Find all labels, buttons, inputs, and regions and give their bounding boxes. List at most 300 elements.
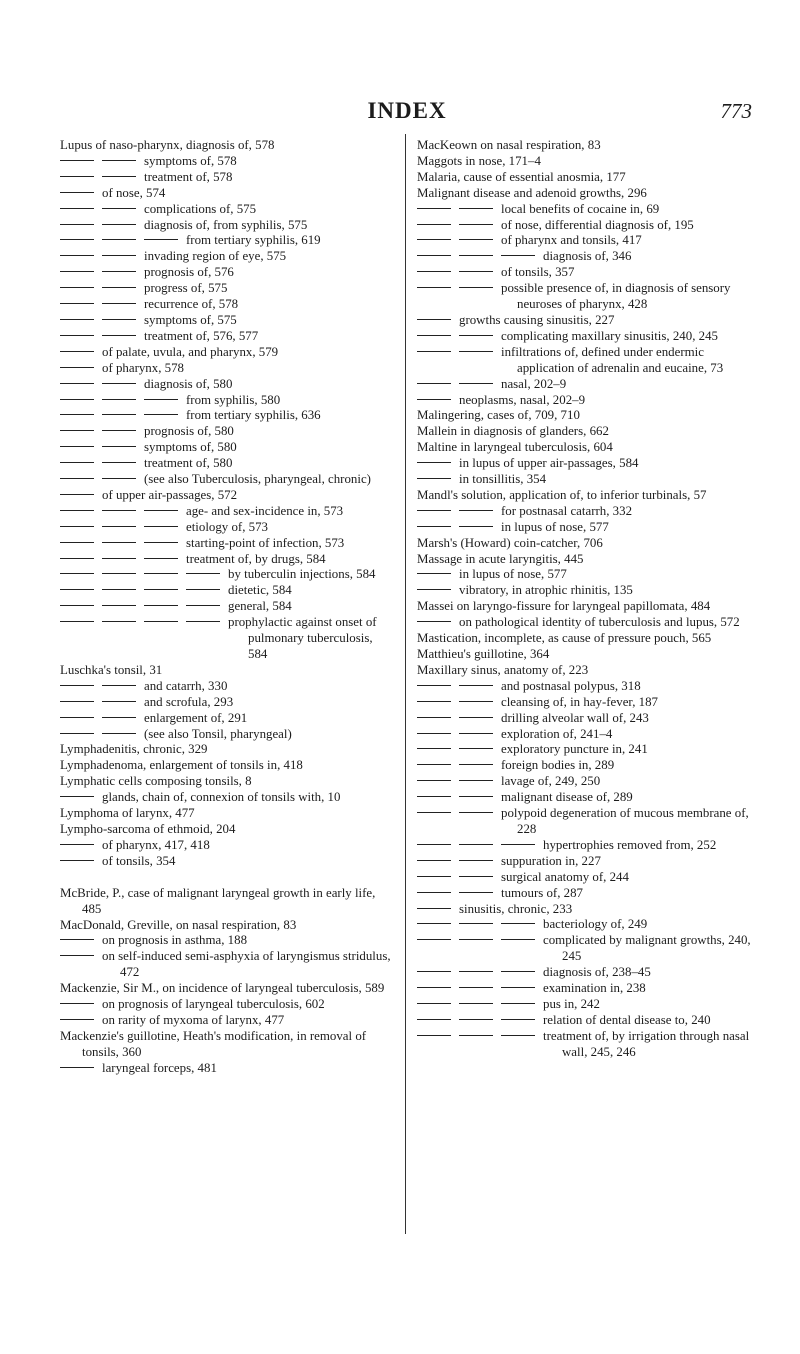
ditto-dash [60, 271, 94, 272]
index-entry [60, 186, 395, 202]
index-entry-text: diagnosis of, from syphilis, 575 [144, 217, 308, 232]
ditto-dash [102, 176, 136, 177]
ditto-dash [60, 446, 94, 447]
index-entry [60, 727, 395, 743]
index-entry [60, 1061, 395, 1077]
index-entry [417, 870, 752, 886]
index-entry-text: prophylactic against onset of pulmonary tuberculosis, 584 [228, 615, 377, 661]
index-entry [417, 552, 752, 568]
index-entry-text: Maltine in laryngeal tuberculosis, 604 [417, 440, 613, 455]
ditto-dash [144, 510, 178, 511]
ditto-dash [417, 733, 451, 734]
index-entry [417, 345, 752, 377]
index-entry [417, 647, 752, 663]
index-entry-text: symptoms of, 575 [144, 312, 237, 327]
index-entry [417, 202, 752, 218]
index-entry [60, 918, 395, 934]
index-entry [60, 265, 395, 281]
ditto-dash [417, 908, 451, 909]
index-entry [60, 711, 395, 727]
index-entry [417, 408, 752, 424]
index-entry [60, 949, 395, 981]
ditto-dash [102, 462, 136, 463]
ditto-dash [459, 701, 493, 702]
ditto-dash [501, 923, 535, 924]
ditto-dash [459, 255, 493, 256]
index-entry [60, 822, 395, 838]
index-entry-text: of nose, differential diagnosis of, 195 [501, 217, 694, 232]
ditto-dash [60, 335, 94, 336]
index-entry-text: Marsh's (Howard) coin-catcher, 706 [417, 535, 603, 550]
ditto-dash [60, 844, 94, 845]
ditto-dash [144, 542, 178, 543]
ditto-dash [459, 733, 493, 734]
ditto-dash [144, 621, 178, 622]
index-entry [60, 1013, 395, 1029]
ditto-dash [60, 955, 94, 956]
ditto-dash [417, 780, 451, 781]
index-entry [417, 313, 752, 329]
index-entry-text: tumours of, 287 [501, 885, 583, 900]
ditto-dash [459, 224, 493, 225]
ditto-dash [144, 573, 178, 574]
index-entry [417, 393, 752, 409]
ditto-dash [60, 1019, 94, 1020]
ditto-dash [60, 224, 94, 225]
index-entry [60, 329, 395, 345]
index-entry-text: sinusitis, chronic, 233 [459, 901, 573, 916]
ditto-dash [102, 589, 136, 590]
ditto-dash [60, 494, 94, 495]
index-entry [60, 313, 395, 329]
ditto-dash [501, 1003, 535, 1004]
ditto-dash [417, 876, 451, 877]
index-entry-text: complicated by malignant growths, 240, 245 [543, 933, 751, 964]
index-entry-text: diagnosis of, 346 [543, 249, 632, 264]
index-entry-text: in lupus of nose, 577 [501, 519, 609, 534]
index-entry [60, 202, 395, 218]
ditto-dash [144, 558, 178, 559]
index-entry-text: and catarrh, 330 [144, 678, 228, 693]
ditto-dash [417, 589, 451, 590]
ditto-dash [102, 303, 136, 304]
ditto-dash [102, 685, 136, 686]
ditto-dash [60, 160, 94, 161]
index-entry [60, 981, 395, 997]
index-entry [417, 806, 752, 838]
index-entry-text: on rarity of myxoma of larynx, 477 [102, 1012, 285, 1027]
ditto-dash [459, 923, 493, 924]
ditto-dash [60, 383, 94, 384]
ditto-dash [417, 239, 451, 240]
index-entry-text: complicating maxillary sinusitis, 240, 245 [501, 328, 718, 343]
index-entry [417, 249, 752, 265]
index-entry [417, 854, 752, 870]
index-entry [60, 440, 395, 456]
ditto-dash [60, 176, 94, 177]
index-entry-text: and postnasal polypus, 318 [501, 678, 641, 693]
ditto-dash [417, 271, 451, 272]
index-entry [60, 758, 395, 774]
index-entry-text: polypoid degeneration of mucous membrane of, 228 [501, 806, 749, 836]
page-title: INDEX [367, 98, 447, 123]
ditto-dash [417, 1003, 451, 1004]
ditto-dash [102, 558, 136, 559]
ditto-dash [459, 1019, 493, 1020]
ditto-dash [417, 462, 451, 463]
index-entry [417, 233, 752, 249]
index-entry-text: malignant disease of, 289 [501, 790, 633, 805]
index-entry [60, 1029, 395, 1061]
index-entry [60, 599, 395, 615]
index-entry-text: of pharynx, 417, 418 [102, 837, 210, 852]
index-entry-text: glands, chain of, connexion of tonsils with, 10 [102, 790, 341, 805]
ditto-dash [417, 892, 451, 893]
index-entry-text: enlargement of, 291 [144, 710, 248, 725]
ditto-dash [459, 717, 493, 718]
ditto-dash [60, 239, 94, 240]
index-entry-text: relation of dental disease to, 240 [543, 1012, 711, 1027]
ditto-dash [60, 287, 94, 288]
index-entry [417, 902, 752, 918]
index-entry [60, 933, 395, 949]
index-entry [417, 695, 752, 711]
index-entry-text: prognosis of, 580 [144, 424, 234, 439]
ditto-dash [144, 605, 178, 606]
ditto-dash [459, 748, 493, 749]
index-entry-text: infiltrations of, defined under endermic application of adrenalin and eucaine, 73 [501, 344, 724, 375]
index-entry [60, 838, 395, 854]
ditto-dash [186, 589, 220, 590]
index-entry [417, 583, 752, 599]
index-entry-text: progress of, 575 [144, 281, 228, 296]
ditto-dash [417, 478, 451, 479]
ditto-dash [102, 399, 136, 400]
index-entry-text: drilling alveolar wall of, 243 [501, 710, 649, 725]
index-entry-text: neoplasms, nasal, 202–9 [459, 392, 586, 407]
ditto-dash [417, 1035, 451, 1036]
ditto-dash [501, 1019, 535, 1020]
index-entry-text: of pharynx, 578 [102, 360, 184, 375]
index-entry [60, 456, 395, 472]
ditto-dash [60, 510, 94, 511]
index-entry-text: in tonsillitis, 354 [459, 472, 547, 487]
ditto-dash [60, 192, 94, 193]
index-entry [60, 679, 395, 695]
ditto-dash [459, 383, 493, 384]
ditto-dash [417, 812, 451, 813]
ditto-dash [60, 589, 94, 590]
index-entry-text: Mastication, incomplete, as cause of pressure pouch, 565 [417, 631, 712, 646]
index-entry [60, 377, 395, 393]
index-entry [417, 774, 752, 790]
ditto-dash [102, 335, 136, 336]
index-entry-text: Maggots in nose, 171–4 [417, 153, 541, 168]
index-entry-text: Malaria, cause of essential anosmia, 177 [417, 169, 626, 184]
ditto-dash [417, 526, 451, 527]
ditto-dash [459, 892, 493, 893]
index-entry [417, 790, 752, 806]
index-entry [60, 854, 395, 870]
index-entry [417, 265, 752, 281]
ditto-dash [60, 478, 94, 479]
ditto-dash [459, 239, 493, 240]
ditto-dash [417, 383, 451, 384]
ditto-dash [459, 208, 493, 209]
ditto-dash [459, 1003, 493, 1004]
ditto-dash [60, 796, 94, 797]
index-entry-text: treatment of, by drugs, 584 [186, 551, 326, 566]
ditto-dash [60, 733, 94, 734]
index-entry [60, 393, 395, 409]
index-entry-text: growths causing sinusitis, 227 [459, 312, 615, 327]
ditto-dash [102, 446, 136, 447]
index-entry-text: on prognosis of laryngeal tuberculosis, 602 [102, 997, 325, 1012]
index-entry-text: from tertiary syphilis, 619 [186, 233, 321, 248]
index-entry [60, 345, 395, 361]
ditto-dash [417, 621, 451, 622]
ditto-dash [459, 780, 493, 781]
index-entry [417, 965, 752, 981]
ditto-dash [60, 621, 94, 622]
ditto-dash [459, 876, 493, 877]
index-entry [60, 154, 395, 170]
ditto-dash [102, 510, 136, 511]
index-entry [417, 981, 752, 997]
index-entry-text: Mackenzie, Sir M., on incidence of laryngeal tuberculosis, 589 [60, 981, 385, 996]
ditto-dash [144, 414, 178, 415]
index-entry-text: by tuberculin injections, 584 [228, 567, 376, 582]
index-entry [60, 297, 395, 313]
ditto-dash [60, 573, 94, 574]
index-entry [60, 886, 395, 918]
ditto-dash [60, 351, 94, 352]
index-entry [60, 663, 395, 679]
index-entry [60, 170, 395, 186]
page-number: 773 [720, 99, 752, 123]
ditto-dash [102, 605, 136, 606]
index-entry-text: MacKeown on nasal respiration, 83 [417, 138, 601, 152]
ditto-dash [102, 621, 136, 622]
index-entry [417, 758, 752, 774]
ditto-dash [417, 685, 451, 686]
ditto-dash [417, 923, 451, 924]
index-entry-text: for postnasal catarrh, 332 [501, 503, 633, 518]
index-entry [417, 663, 752, 679]
index-entry-text: treatment of, 576, 577 [144, 328, 259, 343]
ditto-dash [102, 160, 136, 161]
ditto-dash [102, 733, 136, 734]
ditto-dash [417, 1019, 451, 1020]
index-entry [417, 1029, 752, 1061]
index-entry-text: symptoms of, 578 [144, 153, 237, 168]
ditto-dash [459, 526, 493, 527]
ditto-dash [417, 319, 451, 320]
index-entry [417, 631, 752, 647]
index-entry [60, 567, 395, 583]
index-entry [417, 1013, 752, 1029]
index-entry-text: of palate, uvula, and pharynx, 579 [102, 344, 279, 359]
index-entry [417, 424, 752, 440]
index-entry-text: in lupus of upper air-passages, 584 [459, 456, 639, 471]
ditto-dash [60, 255, 94, 256]
index-entry-text: McBride, P., case of malignant laryngeal growth in early life, 485 [60, 885, 376, 916]
ditto-dash [102, 224, 136, 225]
ditto-dash [459, 685, 493, 686]
index-entry-text: invading region of eye, 575 [144, 249, 287, 264]
ditto-dash [60, 414, 94, 415]
ditto-dash [102, 701, 136, 702]
index-entry [60, 488, 395, 504]
ditto-dash [417, 287, 451, 288]
ditto-dash [459, 335, 493, 336]
index-entry-text: Malingering, cases of, 709, 710 [417, 408, 580, 423]
index-entry-text: cleansing of, in hay-fever, 187 [501, 694, 658, 709]
ditto-dash [417, 717, 451, 718]
ditto-dash [417, 399, 451, 400]
index-entry [417, 742, 752, 758]
index-entry-text: symptoms of, 580 [144, 440, 237, 455]
index-entry [60, 233, 395, 249]
index-entry-text: on prognosis in asthma, 188 [102, 933, 248, 948]
ditto-dash [60, 367, 94, 368]
ditto-dash [60, 717, 94, 718]
ditto-dash [417, 844, 451, 845]
index-entry [60, 806, 395, 822]
index-entry-text: examination in, 238 [543, 981, 646, 996]
index-entry-text: treatment of, 578 [144, 169, 233, 184]
index-entry-text: Lympho-sarcoma of ethmoid, 204 [60, 821, 236, 836]
index-entry-text: of tonsils, 354 [102, 853, 176, 868]
ditto-dash [60, 1067, 94, 1068]
ditto-dash [102, 287, 136, 288]
index-entry-text: of pharynx and tonsils, 417 [501, 233, 642, 248]
index-entry [417, 488, 752, 504]
ditto-dash [501, 255, 535, 256]
index-entry [60, 361, 395, 377]
ditto-dash [60, 208, 94, 209]
ditto-dash [459, 971, 493, 972]
index-entry-text: recurrence of, 578 [144, 297, 239, 312]
index-entry-text: treatment of, by irrigation through nasal wall, 245, 246 [543, 1028, 750, 1059]
index-entry [60, 472, 395, 488]
ditto-dash [144, 399, 178, 400]
index-entry [60, 774, 395, 790]
index-entry [417, 933, 752, 965]
index-entry [417, 917, 752, 933]
index-entry-text: pus in, 242 [543, 996, 600, 1011]
index-entry [417, 440, 752, 456]
index-entry [417, 567, 752, 583]
index-entry-text: foreign bodies in, 289 [501, 758, 615, 773]
ditto-dash [459, 860, 493, 861]
index-entry [60, 997, 395, 1013]
index-entry [60, 790, 395, 806]
index-entry [60, 536, 395, 552]
index-entry-text: Lupus of naso-pharynx, diagnosis of, 578 [60, 138, 275, 152]
index-entry [417, 838, 752, 854]
index-entry-text: vibratory, in atrophic rhinitis, 135 [459, 583, 633, 598]
index-column-right [417, 138, 752, 1061]
ditto-dash [501, 971, 535, 972]
ditto-dash [60, 860, 94, 861]
ditto-dash [417, 351, 451, 352]
index-entry-text: and scrofula, 293 [144, 694, 234, 709]
ditto-dash [102, 717, 136, 718]
ditto-dash [60, 542, 94, 543]
ditto-dash [144, 526, 178, 527]
ditto-dash [60, 939, 94, 940]
index-entry-text: MacDonald, Greville, on nasal respiration, 83 [60, 917, 297, 932]
index-entry [60, 504, 395, 520]
ditto-dash [459, 812, 493, 813]
column-divider [405, 134, 406, 1234]
ditto-dash [60, 430, 94, 431]
index-entry-text: diagnosis of, 580 [144, 376, 233, 391]
ditto-dash [102, 430, 136, 431]
ditto-dash [144, 589, 178, 590]
ditto-dash [60, 526, 94, 527]
index-entry [417, 679, 752, 695]
ditto-dash [417, 748, 451, 749]
index-entry-text: possible presence of, in diagnosis of sensory neuroses of pharynx, 428 [501, 281, 731, 312]
index-entry-text: Luschka's tonsil, 31 [60, 662, 163, 677]
index-entry-text: prognosis of, 576 [144, 265, 234, 280]
index-entry [417, 886, 752, 902]
ditto-dash [417, 796, 451, 797]
index-entry [417, 281, 752, 313]
index-entry [417, 377, 752, 393]
index-entry [417, 504, 752, 520]
ditto-dash [459, 844, 493, 845]
index-entry-text: Matthieu's guillotine, 364 [417, 647, 550, 661]
ditto-dash [417, 255, 451, 256]
index-entry-text: suppuration in, 227 [501, 853, 601, 868]
ditto-dash [459, 271, 493, 272]
ditto-dash [60, 462, 94, 463]
index-entry [60, 695, 395, 711]
index-entry [417, 456, 752, 472]
index-entry [417, 138, 752, 154]
index-entry-text: Massei on laryngo-fissure for laryngeal papillomata, 484 [417, 599, 711, 614]
index-entry [60, 408, 395, 424]
index-entry [60, 583, 395, 599]
ditto-dash [417, 573, 451, 574]
ditto-dash [459, 764, 493, 765]
ditto-dash [102, 542, 136, 543]
ditto-dash [417, 208, 451, 209]
index-entry [417, 615, 752, 631]
index-entry-text: Lymphadenoma, enlargement of tonsils in, 418 [60, 758, 303, 773]
ditto-dash [60, 701, 94, 702]
index-entry-text: treatment of, 580 [144, 456, 233, 471]
index-entry-text: laryngeal forceps, 481 [102, 1060, 217, 1075]
ditto-dash [417, 224, 451, 225]
ditto-dash [186, 621, 220, 622]
index-entry [60, 520, 395, 536]
ditto-dash [459, 987, 493, 988]
ditto-dash [417, 510, 451, 511]
index-entry-text: exploratory puncture in, 241 [501, 742, 648, 757]
index-entry [417, 218, 752, 234]
ditto-dash [459, 287, 493, 288]
index-entry [417, 711, 752, 727]
ditto-dash [459, 1035, 493, 1036]
index-entry [60, 552, 395, 568]
index-entry-text: Mallein in diagnosis of glanders, 662 [417, 424, 609, 439]
index-entry-text: local benefits of cocaine in, 69 [501, 201, 660, 216]
index-entry [417, 472, 752, 488]
